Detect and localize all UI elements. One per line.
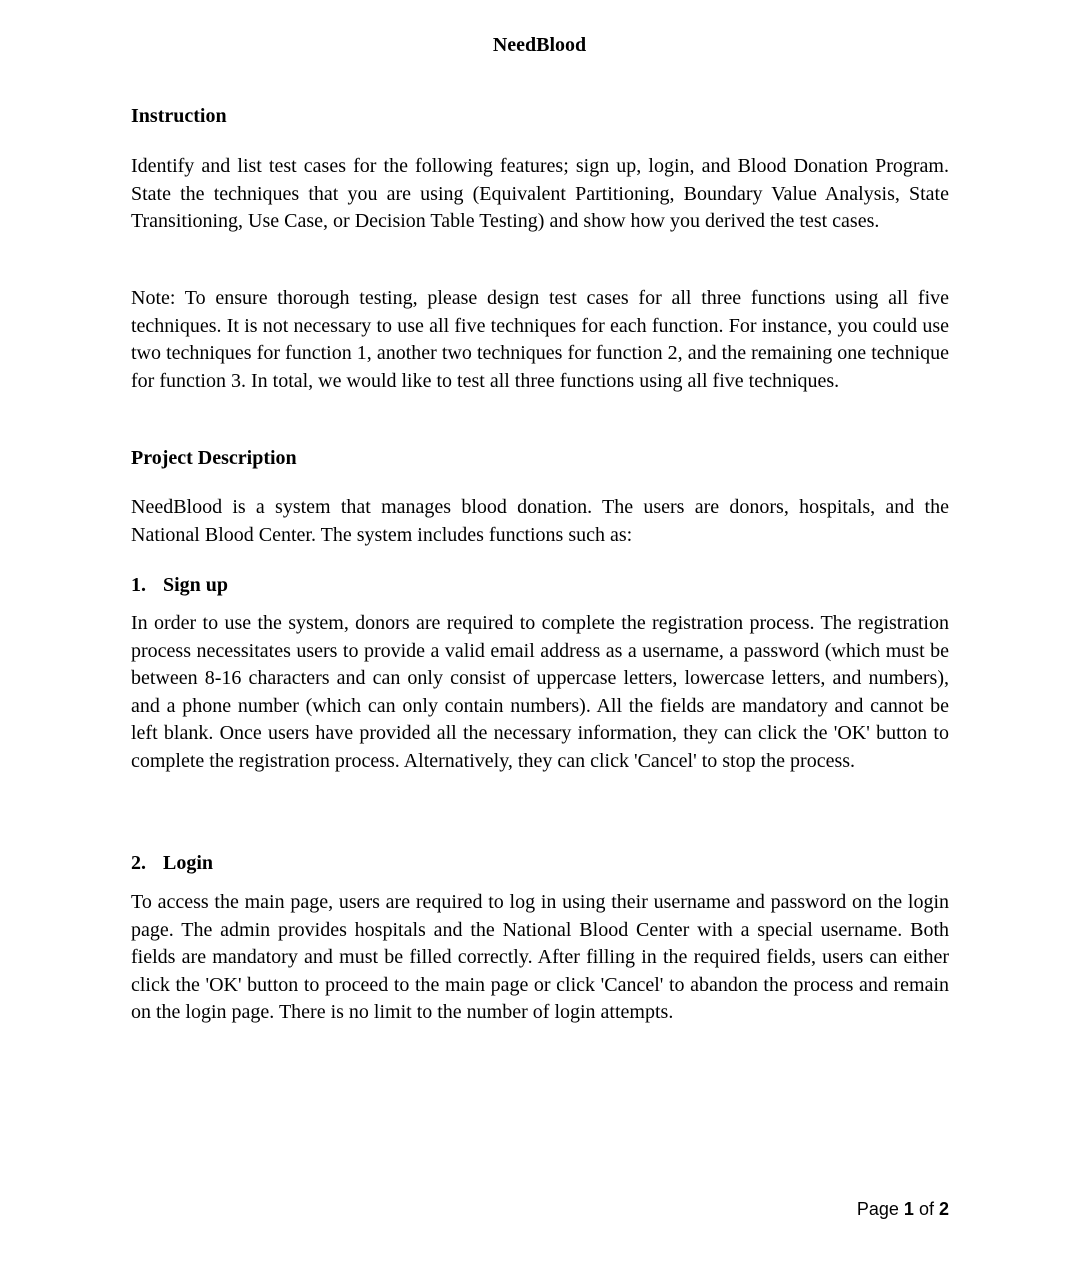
section-number: 1. (131, 574, 146, 596)
section-body-login: To access the main page, users are required to log in using their username and password on the login page. The admin provides hospitals and the National Blood Center with a special username. Both fields are mandatory and must be filled correctly. After filling in the required fields, users can either click the 'OK' button to proceed to the main page or click 'Cancel' to abandon the process and remain on the login page. There is no limit to the number of login attempts. (131, 891, 949, 1023)
instruction-paragraph: Identify and list test cases for the following features; sign up, login, and Blood Donation Program. State the techniques that you are using (Equivalent Partitioning, Boundary Value Analysis, State Transitioning, Use Case, or Decision Table Testing) and show how you derived the test cases. (131, 155, 949, 232)
document-title: NeedBlood (492, 34, 587, 56)
total-pages-number: 2 (938, 1199, 949, 1219)
instruction-heading: Instruction (131, 105, 227, 127)
project-description-paragraph: NeedBlood is a system that manages blood donation. The users are donors, hospitals, and the National Blood Center. The system includes functions such as: (131, 496, 949, 546)
section-number: 2. (131, 852, 146, 874)
of-word: of (918, 1199, 934, 1219)
section-body-sign-up: In order to use the system, donors are required to complete the registration process. The registration process necessitates users to provide a valid email address as a username, a password (which must be between 8-16 characters and can only consist of uppercase letters, lowercase letters, and numbers), and a phone number (which can only contain numbers). All the fields are mandatory and cannot be left blank. Once users have provided all the necessary information, they can click the 'OK' button to complete the registration process. Alternatively, they can click 'Cancel' to stop the process. (131, 612, 949, 772)
page-word: Page (856, 1199, 899, 1219)
section-heading-sign-up (131, 572, 949, 598)
project-description-heading: Project Description (131, 447, 297, 469)
section-title: Login (163, 852, 214, 874)
current-page-number: 1 (903, 1199, 914, 1219)
instruction-note-paragraph: Note: To ensure thorough testing, please design test cases for all three functions using all five techniques. It is not necessary to use all five techniques for each function. For instance, you could use two techniques for function 1, another two techniques for function 2, and the remaining one technique for function 3. In total, we would like to test all three functions using all five techniques. (131, 287, 949, 392)
section-title: Sign up (163, 574, 229, 596)
page-number-footer (857, 1197, 949, 1221)
section-heading-login (131, 850, 949, 876)
